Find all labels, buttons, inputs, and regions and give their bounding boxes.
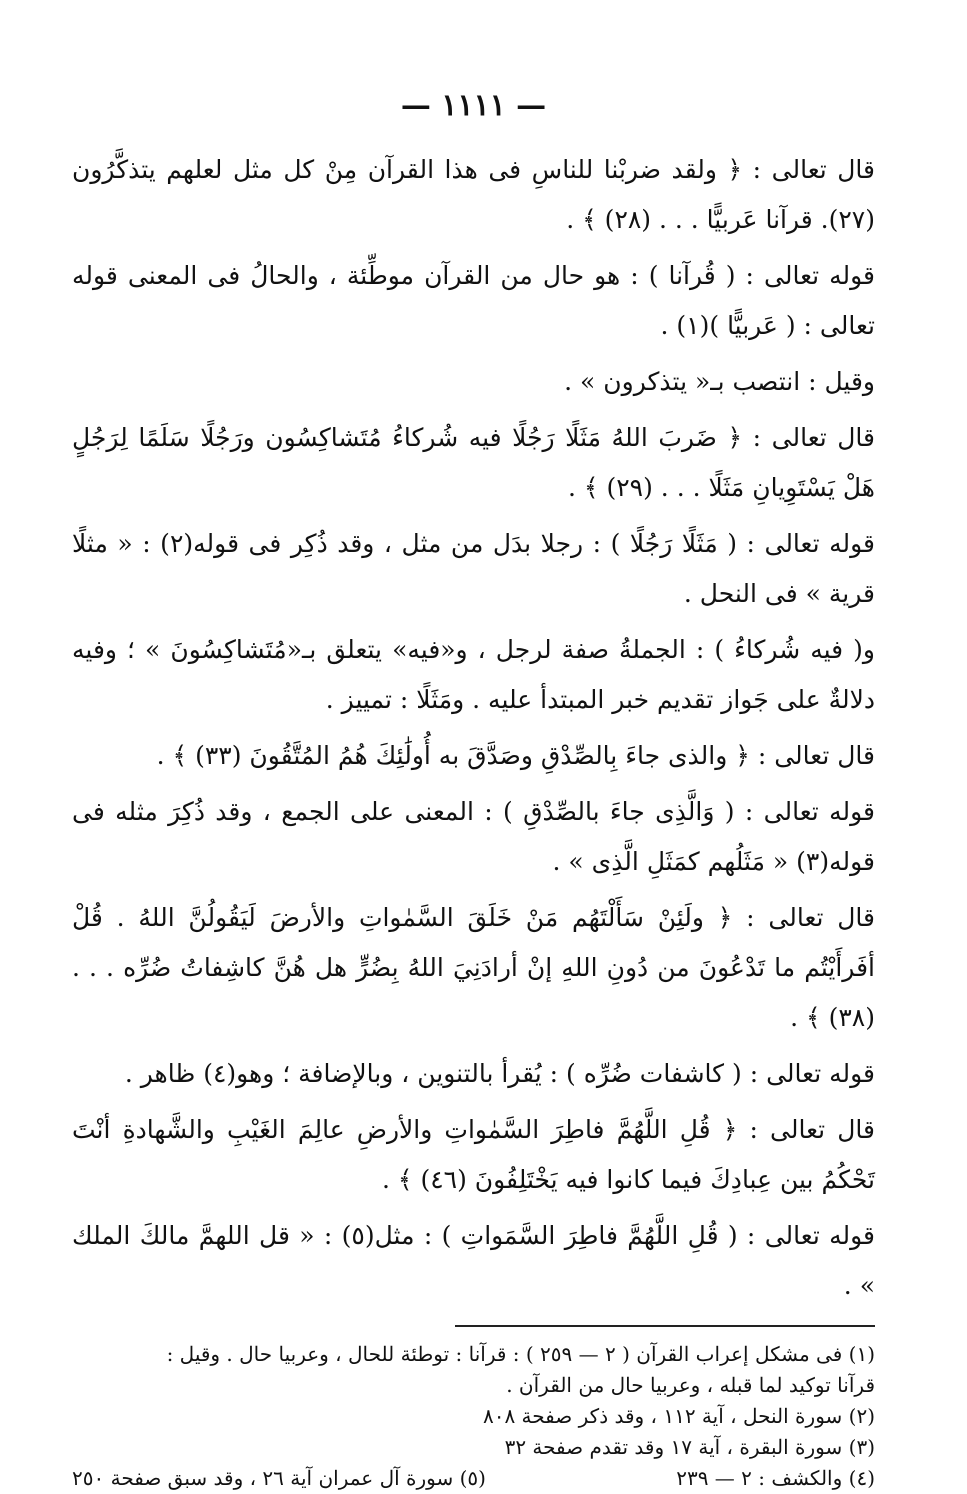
paragraph-verse-27: قال تعالى : ﴿ ولقد ضربْنا للناسِ فى هذا القرآن مِنْ كل مثل لعلهم يتذكَّرُون (٢٧). قرآنا عَربيًّا . . . (٢٨) ﴾ . [72,155,875,234]
footnote-1-continuation: قرآنا توكيد لما قبله ، وعربيا حال من القرآن . [506,1373,875,1397]
footnote-row-4-5 [72,1463,875,1494]
paragraph-verse-38: قال تعالى : ﴿ ولَئِنْ سَأَلْتَهُم مَنْ خَلَقَ السَّمٰواتِ والأرضَ لَيَقُولُنَّ اللهُ . قُلْ أفَرأَيْتُم ما تَدْعُونَ من دُونِ اللهِ إنْ أرادَنِيَ اللهُ بِضُرٍّ هل هُنَّ كاشِفاتُ ضُرِّه . . . (٣٨) ﴾ . [72,903,875,1032]
paragraph-comment-allahumma: قوله تعالى : ( قُلِ اللَّهُمَّ فاطِرَ السَّمَواتِ ) : مثل(٥) : « قل اللهمَّ مالكَ الملك » . [72,1221,876,1300]
paragraph-comment-kashifat: قوله تعالى : ( كاشفات ضُرِّه ) : يُقرأ بالتنوين ، وبالإضافة ؛ وهو(٤) ظاهر . [124,1059,875,1088]
page-number: — ١١١١ — [400,88,547,123]
footnote-4: (٤) والكشف : ٢ — ٢٣٩ [676,1466,875,1490]
paragraph-verse-46: قال تعالى : ﴿ قُلِ اللَّهُمَّ فاطِرَ السَّمٰواتِ والأرضِ عالِمَ الغَيْبِ والشَّهادةِ أنْتَ تَحْكُمُ بين عِبادِكَ فيما كانوا فيه يَخْتَلِفُونَ (٤٦) ﴾ . [72,1115,875,1194]
paragraph-verse-29: قال تعالى : ﴿ ضَربَ اللهُ مَثَلًا رَجُلًا فيه شُركاءُ مُتَشاكِسُون ورَجُلًا سَلَمًا لِرَجُلٍ هَلْ يَسْتَوِيانِ مَثَلًا . . . (٢٩) ﴾ . [72,423,875,502]
footnote-1: (١) فى مشكل إعراب القرآن ( ٢ — ٢٥٩ ) : قرآنا : توطئة للحال ، وعربيا حال . وقيل : [166,1342,875,1366]
footnote-5: (٥) سورة آل عمران آية ٢٦ ، وقد سبق صفحة ٢٥٠ [72,1466,486,1490]
paragraph-comment-mathalan: قوله تعالى : ( مَثَلًا رَجُلًا ) : رجلا بدَل من مثل ، وقد ذُكِر فى قوله(٢) : « مثلًا قرية » فى النحل . [72,529,875,608]
paragraph-comment-yatadhakkarun: وقيل : انتصب بـ« يتذكرون » . [564,367,875,396]
footnote-3: (٣) سورة البقرة ، آية ١٧ وقد تقدم صفحة ٣٢ [504,1435,875,1459]
paragraph-comment-quran: قوله تعالى : ( قُرآنا ) : هو حال من القرآن موطِّئة ، والحالُ فى المعنى قوله تعالى : ( عَربيًّا )(١) . [72,261,875,340]
paragraph-comment-alladhi: قوله تعالى : ( وَالَّذِى جاءَ بالصِّدْقِ ) : المعنى على الجمع ، وقد ذُكِرَ مثله فى قوله(٣) « مَثَلُهم كمَثَلِ الَّذِى » . [72,797,875,876]
footnotes [72,1339,875,1494]
footnote-divider [455,1325,875,1327]
paragraph-verse-33: قال تعالى : ﴿ والذى جاءَ بِالصِّدْقِ وصَدَّقَ به أُولَٰئِكَ هُمُ المُتَّقُونَ (٣٣) ﴾ . [156,741,875,770]
paragraph-comment-shuraka: و( فيه شُركاءُ ) : الجملةُ صفة لرجل ، و«فيه» يتعلق بـ«مُتَشاكِسُونَ » ؛ وفيه دلالةٌ على جَواز تقديم خبر المبتدأ عليه . ومَثَلًا : تمييز . [72,635,875,714]
footnote-2: (٢) سورة النحل ، آية ١١٢ ، وقد ذكر صفحة ٨٠٨ [482,1404,875,1428]
